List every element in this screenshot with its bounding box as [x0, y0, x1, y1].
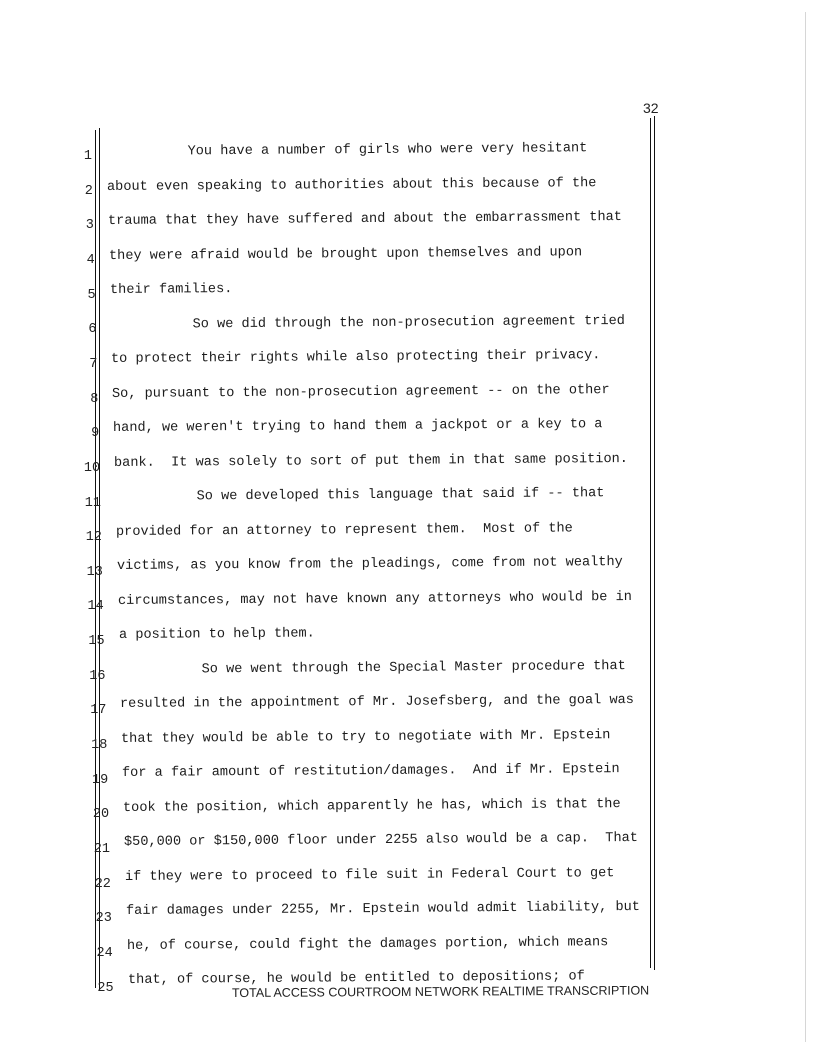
transcript-line — [0, 520, 680, 546]
line-text: You have a number of girls who were very hesitant — [105, 141, 588, 160]
transcript-line — [0, 796, 680, 823]
line-number: 15 — [88, 634, 105, 650]
transcript-line — [0, 382, 680, 407]
line-text: a position to help them. — [118, 626, 315, 643]
line-number: 24 — [96, 945, 113, 961]
transcript-line — [0, 313, 680, 338]
transcript-line — [0, 658, 680, 684]
transcript-line — [0, 141, 680, 165]
line-number: 4 — [86, 252, 95, 268]
transcription-footer: TOTAL ACCESS COURTROOM NETWORK REALTIME TRANSCRIPTION — [231, 983, 650, 1000]
line-number: 21 — [93, 842, 110, 857]
line-text: trauma that they have suffered and about the embarrassment that — [107, 209, 622, 229]
line-text: they were afraid would be brought upon themselves and upon — [108, 244, 582, 264]
transcript-line — [0, 486, 680, 511]
line-text: that, of course, he would be entitled to depositions; of — [127, 969, 585, 988]
line-text: that they would be able to try to negotiate with Mr. Epstein — [121, 727, 611, 747]
transcript-line — [0, 175, 680, 200]
line-number: 2 — [84, 183, 93, 199]
transcript-line — [0, 209, 680, 234]
line-number: 8 — [90, 391, 99, 407]
transcript-line — [0, 934, 680, 961]
line-number: 12 — [85, 530, 102, 546]
line-number: 22 — [94, 876, 111, 892]
line-text: to protect their rights while also protecting their privacy. — [111, 348, 601, 367]
line-number: 1 — [83, 149, 92, 164]
line-text: their families. — [109, 282, 233, 298]
line-text: resulted in the appointment of Mr. Josefsberg, and the goal was — [120, 692, 635, 712]
line-text: took the position, which apparently he has, which is that the — [123, 796, 621, 816]
line-text: So we went through the Special Master procedure that — [119, 658, 626, 678]
line-number: 5 — [87, 287, 96, 303]
line-text: bank. It was solely to sort of put them in that same position. — [114, 451, 629, 471]
line-text: fair damages under 2255, Mr. Epstein would admit liability, but — [125, 899, 640, 919]
transcript-line — [0, 865, 680, 892]
transcript-line — [0, 283, 680, 303]
transcript-line — [0, 451, 680, 476]
transcript-line — [0, 348, 680, 372]
line-number: 6 — [88, 322, 97, 338]
line-number: 9 — [91, 426, 100, 442]
line-text: $50,000 or $150,000 floor under 2255 also would be a cap. That — [123, 830, 638, 850]
page-number: 32 — [643, 100, 659, 116]
line-number: 14 — [87, 599, 104, 615]
transcript-line — [0, 692, 680, 719]
transcript-line — [0, 727, 680, 754]
line-number: 16 — [89, 668, 106, 684]
line-number: 19 — [91, 772, 109, 788]
line-number: 18 — [91, 738, 108, 754]
line-text: for a fair amount of restitution/damages. And if Mr. Epstein — [122, 762, 620, 781]
line-number: 20 — [92, 807, 110, 823]
transcript-line — [0, 555, 680, 580]
line-text: hand, we weren't trying to hand them a jackpot or a key to a — [113, 417, 603, 436]
line-text: provided for an attorney to represent them. Most of the — [115, 520, 573, 540]
line-number: 13 — [86, 564, 103, 580]
line-number: 17 — [90, 703, 107, 719]
line-number: 11 — [84, 495, 101, 511]
transcript-line — [0, 762, 680, 788]
line-number: 7 — [89, 356, 98, 372]
line-text: victims, as you know from the pleadings, come from not wealthy — [116, 555, 623, 574]
line-number: 3 — [85, 218, 94, 234]
transcript-line — [0, 417, 680, 442]
line-text: he, of course, could fight the damages portion, which means — [126, 934, 609, 954]
transcript-line — [0, 830, 680, 857]
line-number: 25 — [97, 980, 114, 996]
line-text: circumstances, may not have known any attorneys who would be in — [117, 589, 632, 609]
line-text: if they were to proceed to file suit in Federal Court to get — [124, 865, 615, 885]
line-text: So, pursuant to the non-prosecution agreement -- on the other — [112, 382, 610, 402]
line-text: So we did through the non-prosecution agreement tried — [110, 313, 625, 333]
transcript-line — [0, 899, 680, 927]
line-text: So we developed this language that said if -- that — [114, 486, 605, 505]
line-number: 10 — [83, 460, 101, 476]
transcript-line — [0, 628, 680, 648]
transcript-line — [0, 589, 680, 615]
line-text: about even speaking to authorities about this because of the — [106, 175, 597, 195]
transcript-line — [0, 244, 680, 269]
line-number: 23 — [95, 911, 112, 927]
